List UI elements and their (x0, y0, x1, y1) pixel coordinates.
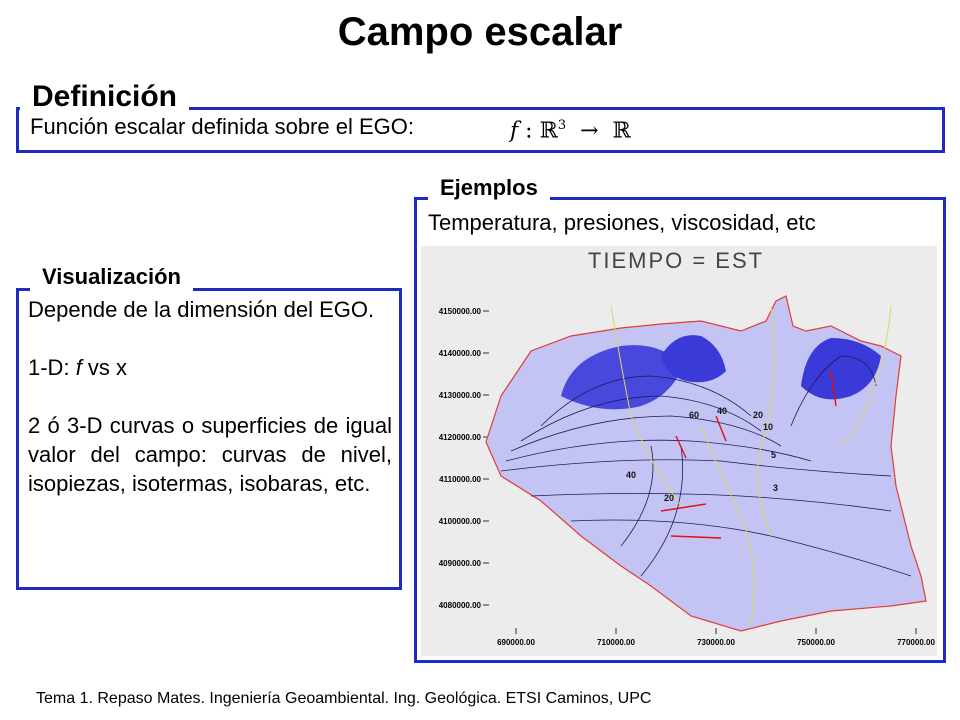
x-tick-label: 730000.00 (697, 638, 735, 647)
contour-label: 20 (664, 493, 675, 503)
visualizacion-p2 (28, 353, 392, 382)
contour-label: 5 (771, 450, 777, 460)
page-title: Campo escalar (337, 10, 623, 54)
y-tick-label: 4110000.00 (439, 475, 481, 484)
contour-map-image (421, 246, 937, 656)
contour-label: 40 (717, 406, 728, 416)
y-tick-label: 4100000.00 (438, 517, 481, 526)
definicion-formula (510, 112, 631, 145)
y-tick-label: 4130000.00 (438, 391, 481, 400)
contour-label: 3 (773, 483, 779, 493)
visualizacion-p2-prefix: 1-D: (28, 355, 76, 380)
x-tick-label: 750000.00 (797, 638, 835, 647)
contour-label: 40 (626, 470, 637, 480)
formula-f: f (510, 118, 519, 144)
formula-arrow: → (566, 118, 613, 144)
contour-map-svg (421, 246, 937, 656)
footer: Tema 1. Repaso Mates. Ingeniería Geoambiental. Ing. Geológica. ETSI Caminos, UPC (36, 690, 652, 707)
x-tick-label: 770000.00 (897, 638, 935, 647)
y-tick-label: 4120000.00 (438, 433, 481, 442)
formula-exponent: 3 (557, 118, 567, 133)
y-tick-label: 4140000.00 (438, 349, 481, 358)
contour-label: 60 (689, 410, 700, 420)
visualizacion-label: Visualización (30, 263, 193, 291)
definicion-label: Definición (20, 80, 189, 114)
visualizacion-p2-f: f (75, 355, 82, 380)
contour-label: 20 (753, 410, 764, 420)
y-tick-label: 4080000.00 (438, 601, 481, 610)
formula-codomain: ℝ (612, 118, 631, 144)
x-tick-label: 690000.00 (497, 638, 535, 647)
y-tick-label: 4150000.00 (438, 307, 481, 316)
x-tick-label: 710000.00 (597, 638, 635, 647)
visualizacion-p1: Depende de la dimensión del EGO. (28, 297, 375, 322)
formula-colon: : (518, 118, 540, 144)
ejemplos-label: Ejemplos (428, 174, 550, 202)
contour-label: 10 (763, 422, 774, 432)
map-header: TIEMPO = EST (587, 248, 765, 273)
visualizacion-text (28, 295, 392, 498)
visualizacion-p3: 2 ó 3-D curvas o superficies de igual valor del campo: curvas de nivel, isopiezas, isotermas, isobaras, etc. (28, 413, 392, 496)
definicion-text: Función escalar definida sobre el EGO: (30, 114, 414, 139)
y-tick-label: 4090000.00 (438, 559, 481, 568)
ejemplos-text: Temperatura, presiones, viscosidad, etc (428, 210, 816, 235)
visualizacion-p2-suffix: vs x (81, 355, 128, 380)
formula-domain: ℝ (539, 118, 558, 144)
